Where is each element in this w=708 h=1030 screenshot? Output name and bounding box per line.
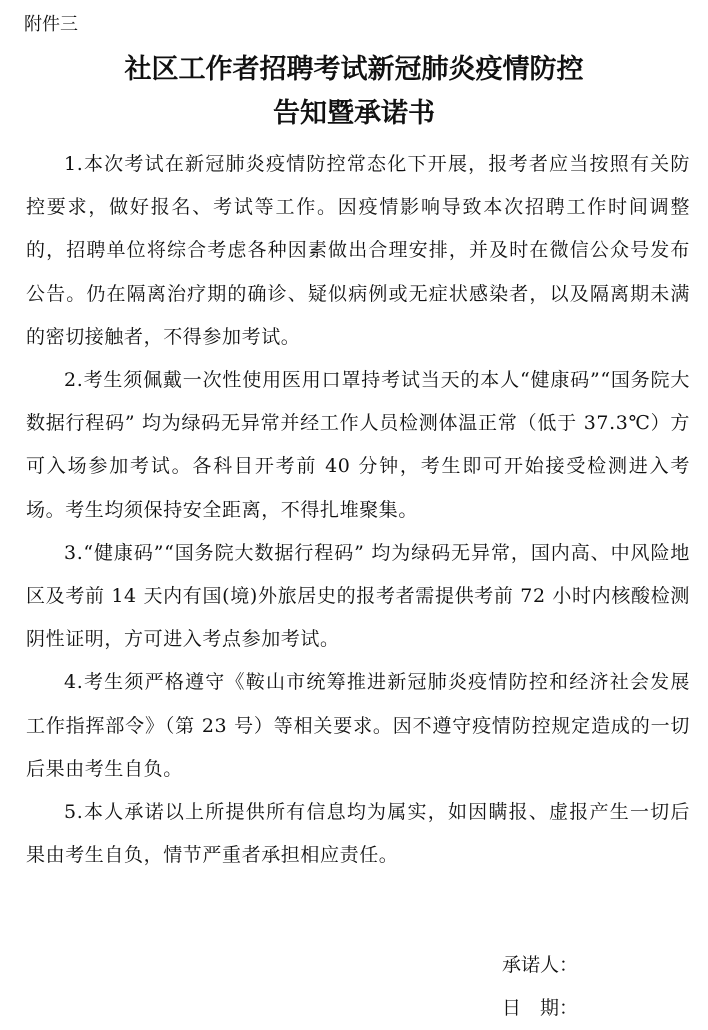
promiser-label: 承诺人：	[502, 954, 579, 976]
document-body	[26, 143, 690, 877]
document-title-line-1: 社区工作者招聘考试新冠肺炎疫情防控	[124, 54, 584, 85]
document-title-line-2: 告知暨承诺书	[273, 98, 435, 129]
paragraph-5: 5.本人承诺以上所提供所有信息均为属实，如因瞒报、虚报产生一切后果由考生自负，情节严重者承担相应责任。	[26, 801, 690, 867]
date-label: 日 期：	[502, 997, 579, 1019]
paragraph-3: 3.“健康码”“国务院大数据行程码” 均为绿码无异常，国内高、中风险地区及考前 14 天内有国(境)外旅居史的报考者需提供考前 72 小时内核酸检测阴性证明，方可进入考点参加考试。	[26, 541, 690, 651]
attachment-label: 附件三	[24, 14, 78, 35]
paragraph-4: 4.考生须严格遵守《鞍山市统筹推进新冠肺炎疫情防控和经济社会发展工作指挥部令》（第 23 号）等相关要求。因不遵守疫情防控规定造成的一切后果由考生自负。	[26, 671, 690, 780]
paragraph-1: 1.本次考试在新冠肺炎疫情防控常态化下开展，报考者应当按照有关防控要求，做好报名、考试等工作。因疫情影响导致本次招聘工作时间调整的，招聘单位将综合考虑各种因素做出合理安排，并及时在微信公众号发布公告。仍在隔离治疗期的确诊、疑似病例或无症状感染者，以及隔离期未满的密切接触者，不得参加考试。	[26, 153, 690, 348]
paragraph-2: 2.考生须佩戴一次性使用医用口罩持考试当天的本人“健康码”“国务院大数据行程码” 均为绿码无异常并经工作人员检测体温正常（低于 37.3℃）方可入场参加考试。各科目开考前 40 分钟，考生即可开始接受检测进入考场。考生均须保持安全距离，不得扎堆聚集。	[26, 369, 690, 521]
